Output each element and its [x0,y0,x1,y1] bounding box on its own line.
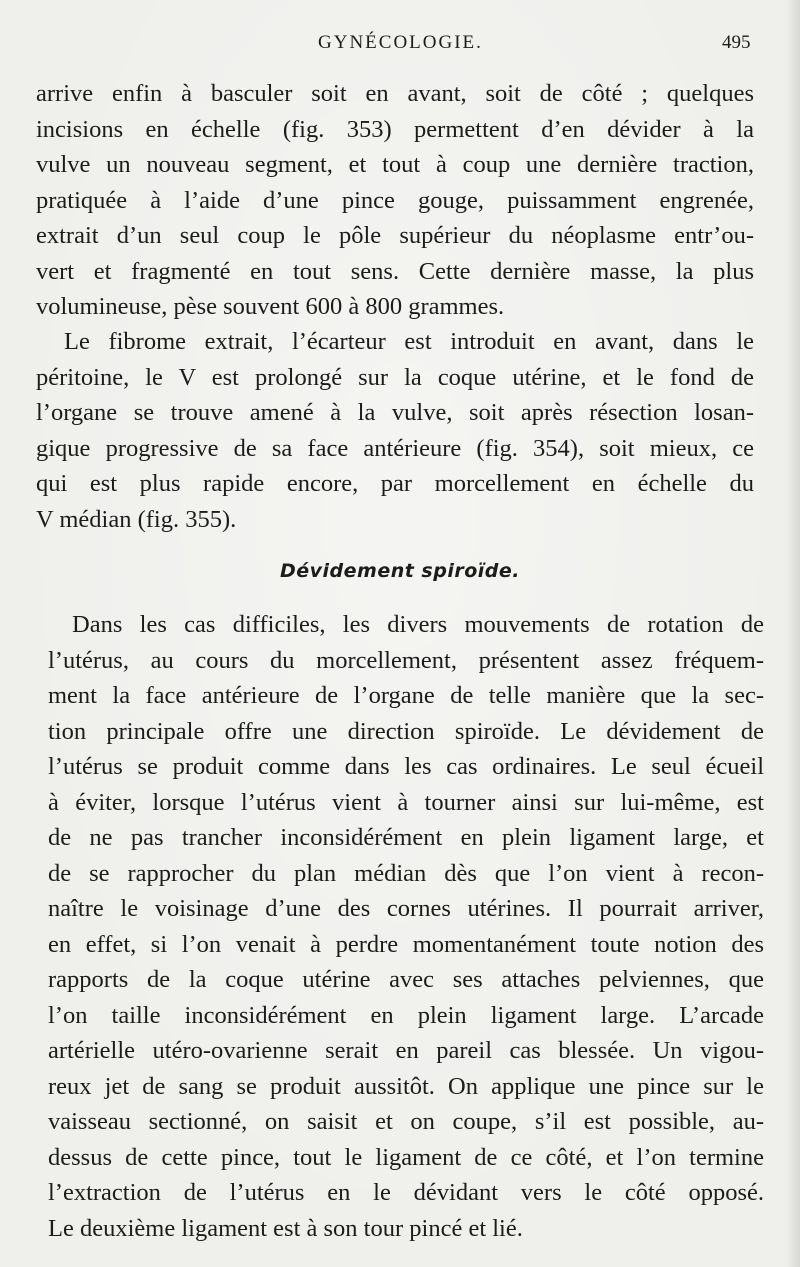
text-line: de se rapprocher du plan médian dès que l’on vient à recon- [48,859,764,887]
text-line: V médian (fig. 355). [36,505,237,533]
text-line: reux jet de sang se produit aussitôt. On applique une pince sur le [48,1072,764,1100]
text-line: vert et fragmenté en tout sens. Cette dernière masse, la plus [36,257,754,285]
text-line: Dans les cas difficiles, les divers mouvements de rotation de [72,611,764,638]
text-line: ment la face antérieure de l’organe de telle manière que la sec- [48,682,764,709]
text-line: pratiquée à l’aide d’une pince gouge, puissamment engrenée, [36,186,754,214]
text-line: à éviter, lorsque l’utérus vient à tourner ainsi sur lui-même, est [48,788,764,816]
text-line: l’on taille inconsidérément en plein ligament large. L’arcade [48,1001,764,1029]
text-line: péritoine, le V est prolongé sur la coque utérine, et le fond de [36,363,754,391]
text-line: rapports de la coque utérine avec ses attaches pelviennes, que [48,966,764,993]
text-line: tion principale offre une direction spiroïde. Le dévidement de [48,717,764,745]
text-line: l’extraction de l’utérus en le dévidant vers le côté opposé. [48,1179,764,1206]
text-line: vaisseau sectionné, on saisit et on coupe, s’il est possible, au- [48,1108,764,1135]
text-line: volumineuse, pèse souvent 600 à 800 grammes. [36,293,505,320]
text-line: qui est plus rapide encore, par morcellement en échelle du [36,470,754,497]
text-line: Le deuxième ligament est à son tour pincé et lié. [48,1214,523,1242]
text-line: artérielle utéro-ovarienne serait en pareil cas blessée. Un vigou- [48,1037,764,1064]
text-line: vulve un nouveau segment, et tout à coup une dernière traction, [36,151,754,178]
page-header [0,32,800,60]
text-line: naître le voisinage d’une des cornes utérines. Il pourrait arriver, [48,895,764,922]
text-line: extrait d’un seul coup le pôle supérieur du néoplasme entr’ou- [36,222,754,249]
text-line: l’utérus se produit comme dans les cas ordinaires. Le seul écueil [48,753,764,780]
text-line: Le fibrome extrait, l’écarteur est introduit en avant, dans le [64,328,754,355]
page-number: 495 [722,32,751,53]
paragraph-2 [36,324,754,537]
text-line: dessus de cette pince, tout le ligament de ce côté, et l’on termine [48,1143,764,1171]
paragraph-1 [36,76,754,325]
text-line: l’utérus, au cours du morcellement, présentent assez fréquem- [48,646,764,674]
text-line: l’organe se trouve amené à la vulve, soit après résection losan- [36,399,754,426]
section-heading: Dévidement spiroïde. [279,560,520,582]
text-line: incisions en échelle (fig. 353) permettent d’en dévider à la [36,115,754,143]
page-edge-shadow [786,0,800,1267]
text-line: gique progressive de sa face antérieure (fig. 354), soit mieux, ce [36,434,754,462]
running-title: GYNÉCOLOGIE. [318,32,483,53]
text-line: de ne pas trancher inconsidérément en plein ligament large, et [48,824,764,851]
paragraph-3 [48,607,764,1246]
text-line: en effet, si l’on venait à perdre momentanément toute notion des [48,930,764,958]
text-line: arrive enfin à basculer soit en avant, soit de côté ; quelques [36,80,754,107]
